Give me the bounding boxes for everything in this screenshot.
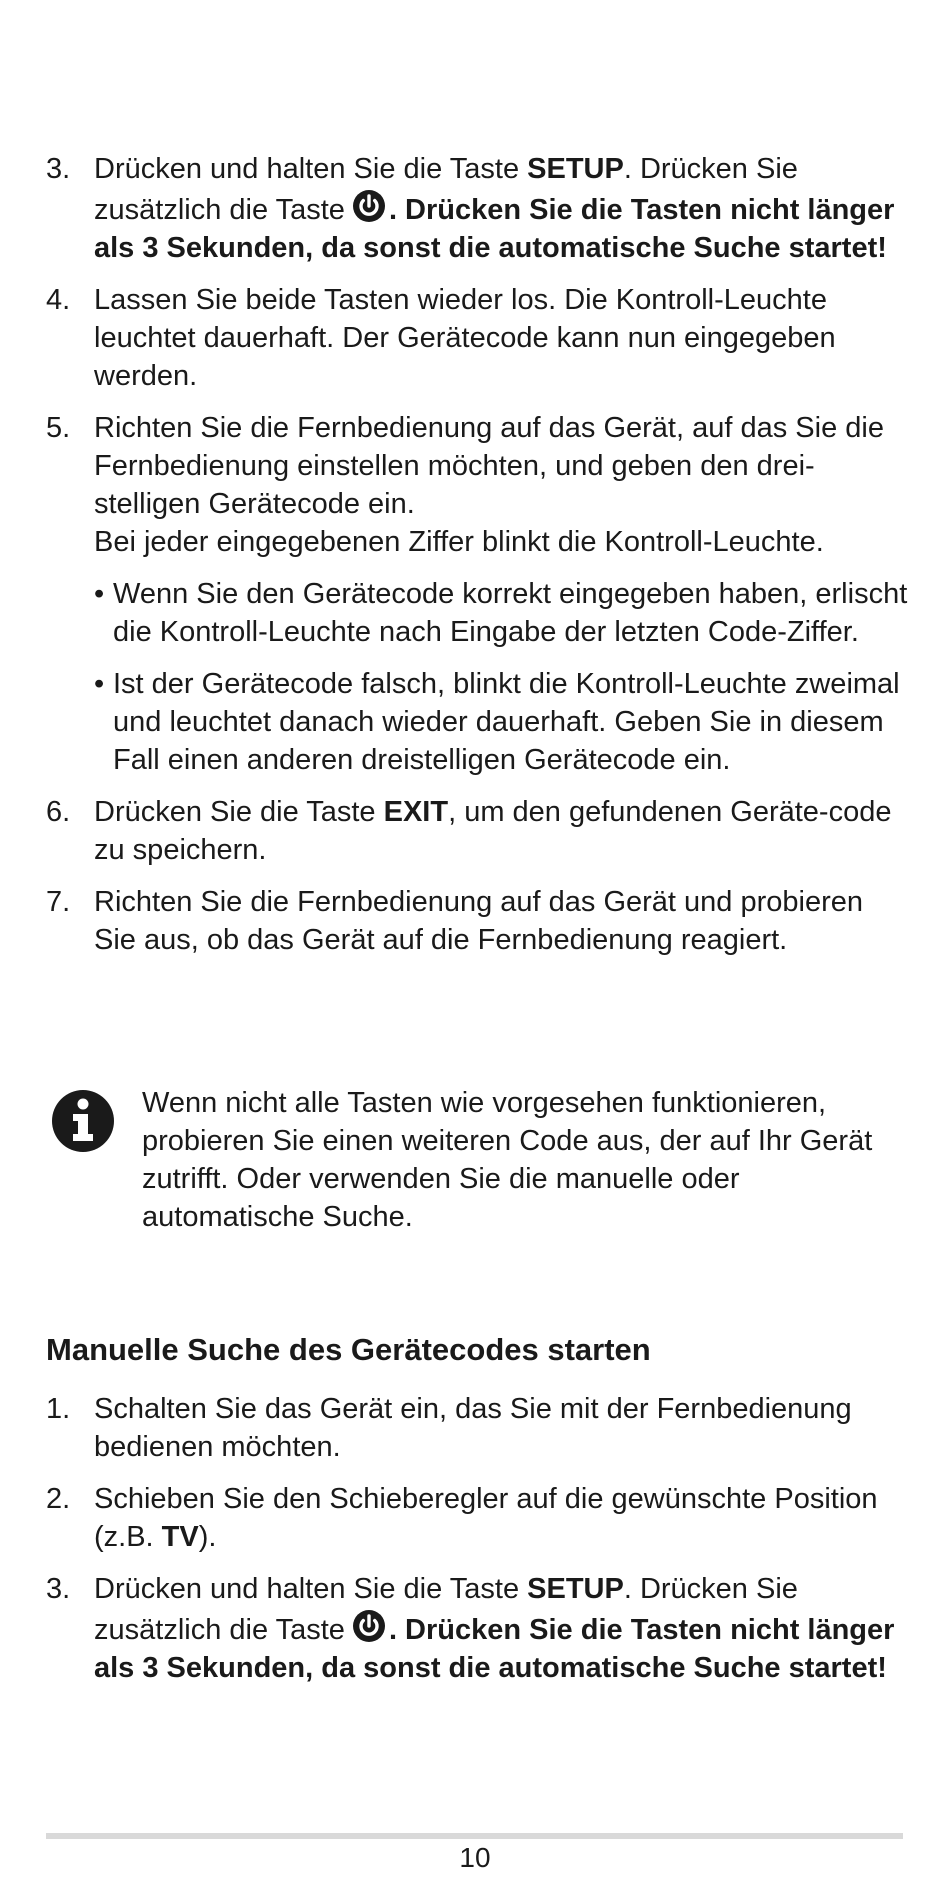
bullet-dot: • bbox=[94, 578, 105, 610]
footer-divider bbox=[46, 1833, 903, 1839]
step-number: 1. bbox=[46, 1393, 71, 1425]
steps-list-auto bbox=[46, 150, 910, 973]
warning-text: Drücken Sie die Tasten nicht länger als 3 Sekunden, da sonst die automatische Suche startet! bbox=[94, 1614, 895, 1684]
step-text: Drücken und halten Sie die Taste bbox=[94, 1573, 528, 1605]
step-number: 2. bbox=[46, 1483, 71, 1515]
bullet-text: Wenn Sie den Gerätecode korrekt eingegeben haben, erlischt die Kontroll-Leuchte nach Eingabe der letzten Code-Ziffer. bbox=[113, 578, 908, 648]
step-number: 5. bbox=[46, 412, 71, 444]
step-text: Schieben Sie den Schieberegler auf die gewünschte Position (z.B. bbox=[94, 1483, 878, 1553]
step-5 bbox=[46, 409, 910, 779]
bullet-list bbox=[94, 575, 910, 779]
step-text: Drücken Sie die Taste bbox=[94, 796, 384, 828]
bullet-text: Ist der Gerätecode falsch, blinkt die Kontroll-Leuchte zweimal und leuchtet danach wieder dauerhaft. Geben Sie in diesem Fall einen anderen dreistelligen Gerätecode ein. bbox=[113, 668, 900, 776]
step-number: 4. bbox=[46, 284, 71, 316]
info-icon bbox=[50, 1088, 116, 1159]
step-text: Schalten Sie das Gerät ein, das Sie mit der Fernbedienung bedienen möchten. bbox=[94, 1393, 852, 1463]
power-icon bbox=[351, 188, 387, 224]
step-number: 7. bbox=[46, 886, 71, 918]
step-number: 3. bbox=[46, 1573, 71, 1605]
info-text: Wenn nicht alle Tasten wie vorgesehen funktionieren, probieren Sie einen weiteren Code aus, der auf Ihr Gerät zutrifft. Oder verwenden Sie die manuelle oder automatische Suche. bbox=[142, 1087, 873, 1233]
step-text: Lassen Sie beide Tasten wieder los. Die Kontroll-Leuchte leuchtet dauerhaft. Der Gerätecode kann nun eingegeben werden. bbox=[94, 284, 836, 392]
step-6: 6. Drücken Sie die Taste EXIT, um den gefundenen Geräte-code zu speichern. bbox=[46, 793, 910, 869]
step-text: Drücken und halten Sie die Taste bbox=[94, 153, 528, 185]
step-3: 3. Drücken und halten Sie die Taste SETUP. Drücken Sie zusätzlich die Taste . Drücken Sie die Tasten nicht länger als 3 Sekunden, da sonst die automatische Suche startet! bbox=[46, 1570, 910, 1687]
section-heading: Manuelle Suche des Gerätecodes starten bbox=[46, 1332, 651, 1367]
step-3: 3. Drücken und halten Sie die Taste SETUP. Drücken Sie zusätzlich die Taste . Drücken Sie die Tasten nicht länger als 3 Sekunden, da sonst die automatische Suche startet! bbox=[46, 150, 910, 267]
step-number: 6. bbox=[46, 796, 71, 828]
page-number: 10 bbox=[459, 1842, 491, 1873]
step-7 bbox=[46, 883, 910, 959]
bullet-item bbox=[94, 665, 910, 779]
step-2: 2. Schieben Sie den Schieberegler auf die gewünschte Position (z.B. TV). bbox=[46, 1480, 910, 1556]
steps-list-manual bbox=[46, 1390, 910, 1701]
warning-text: Drücken Sie die Tasten nicht länger als 3 Sekunden, da sonst die automatische Suche startet! bbox=[94, 194, 895, 264]
step-text: Richten Sie die Fernbedienung auf das Gerät, auf das Sie die Fernbedienung einstellen möchten, und geben den drei-stelligen Gerätecode ein. bbox=[94, 412, 884, 520]
step-number: 3. bbox=[46, 153, 71, 185]
key-exit: EXIT bbox=[383, 796, 449, 828]
bullet-dot: • bbox=[94, 668, 105, 700]
step-text-note: Bei jeder eingegebenen Ziffer blinkt die Kontroll-Leuchte. bbox=[94, 526, 824, 558]
key-tv: TV bbox=[161, 1521, 199, 1553]
bullet-item bbox=[94, 575, 910, 651]
key-setup: SETUP bbox=[527, 1573, 624, 1605]
step-1 bbox=[46, 1390, 910, 1466]
key-setup: SETUP bbox=[527, 153, 624, 185]
power-icon bbox=[351, 1608, 387, 1644]
step-4 bbox=[46, 281, 910, 395]
step-text: Richten Sie die Fernbedienung auf das Gerät und probieren Sie aus, ob das Gerät auf die Fernbedienung reagiert. bbox=[94, 886, 864, 956]
